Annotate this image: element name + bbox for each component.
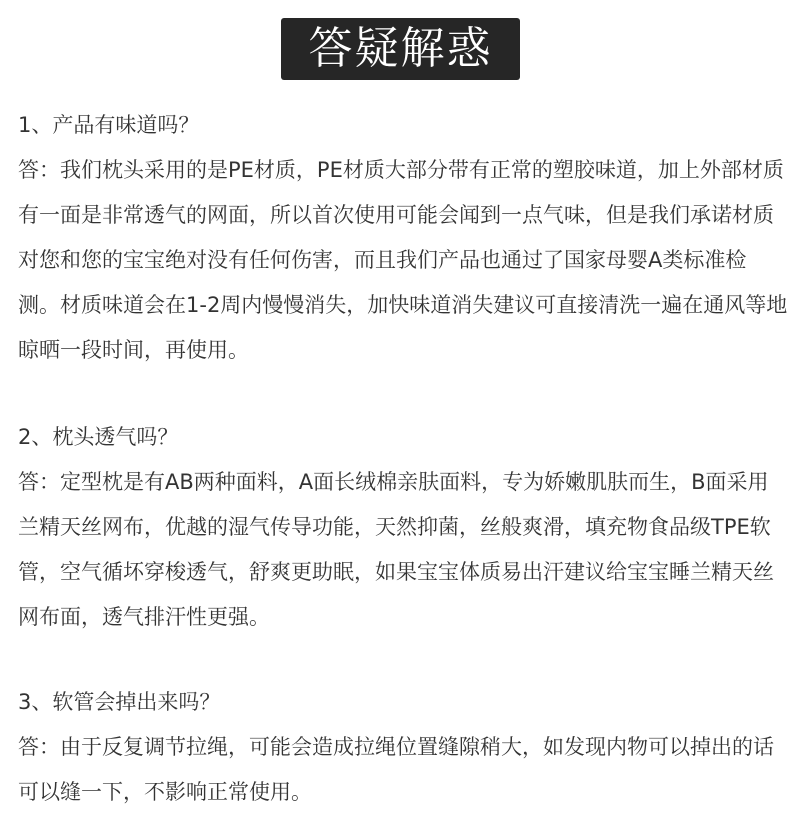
page-title: 答疑解惑 [308, 23, 493, 74]
page-title-banner [281, 18, 520, 80]
faq-item [18, 103, 788, 373]
faq-item [18, 415, 788, 640]
faq-answer: 答：定型枕是有AB两种面料，A面长绒棉亲肤面料，专为娇嫩肌肤而生，B面采用兰精天丝网布，优越的湿气传导功能，天然抑菌，丝般爽滑，填充物食品级TPE软管，空气循坏穿梭透气，舒爽更助眠，如果宝宝体质易出汗建议给宝宝睡兰精天丝网布面，透气排汗性更强。 [18, 470, 774, 629]
faq-question: 2、枕头透气吗？ [18, 425, 179, 449]
faq-answer: 答：由于反复调节拉绳，可能会造成拉绳位置缝隙稍大，如发现内物可以掉出的话可以缝一下，不影响正常使用。 [18, 735, 774, 804]
faq-question: 1、产品有味道吗？ [18, 113, 200, 137]
faq-question: 3、软管会掉出来吗？ [18, 690, 221, 714]
faq-answer: 答：我们枕头采用的是PE材质，PE材质大部分带有正常的塑胶味道，加上外部材质有一面是非常透气的网面，所以首次使用可能会闻到一点气味，但是我们承诺材质对您和您的宝宝绝对没有任何伤害，而且我们产品也通过了国家母婴A类标准检测。材质味道会在1-2周内慢慢消失，加快味道消失建议可直接清洗一遍在通风等地晾晒一段时间，再使用。 [18, 158, 788, 362]
faq-item [18, 680, 788, 815]
